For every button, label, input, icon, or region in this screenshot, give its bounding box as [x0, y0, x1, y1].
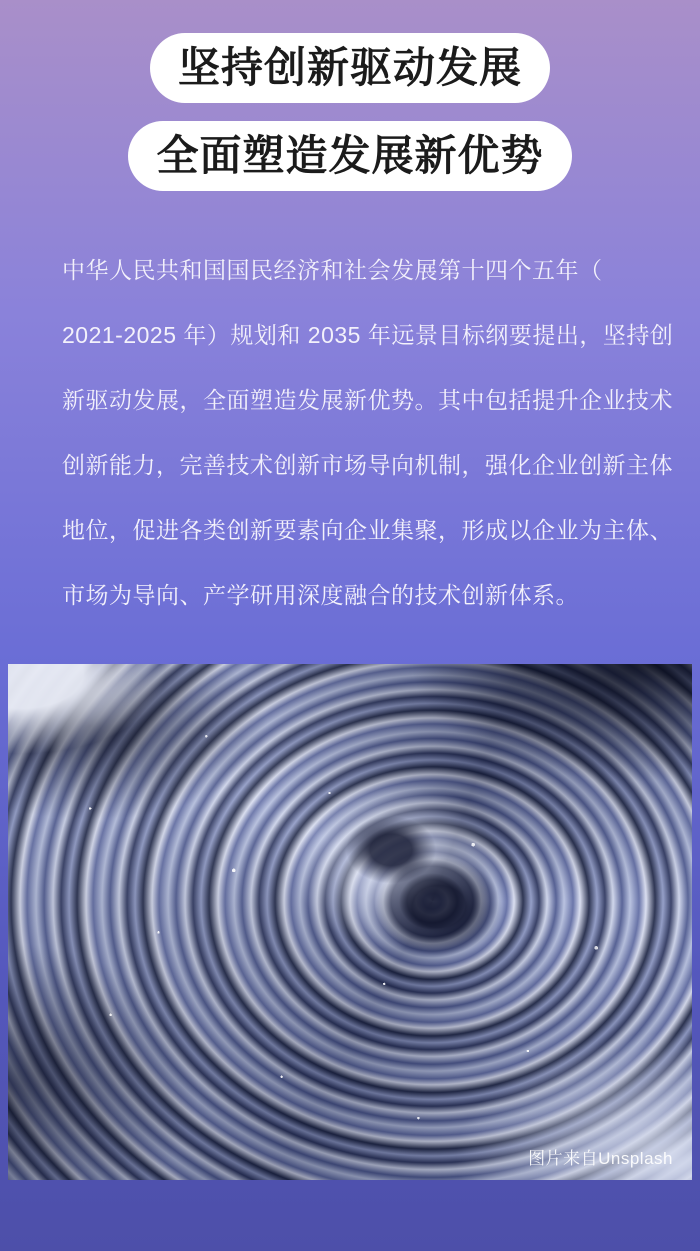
title-badge-2 — [128, 121, 571, 191]
body-paragraph — [62, 238, 674, 628]
body-line-3: 新驱动发展，全面塑造发展新优势。其中包括提升企业技术 — [62, 387, 673, 413]
title-badge-1 — [150, 33, 550, 103]
body-line-1: 中华人民共和国国民经济和社会发展第十四个五年（ — [62, 257, 603, 283]
title-line-1: 坚持创新驱动发展 — [177, 44, 522, 91]
body-line-4: 创新能力，完善技术创新市场导向机制，强化企业创新主体 — [62, 452, 673, 478]
paint-swirl-image — [8, 664, 692, 1180]
title-row-2 — [0, 121, 700, 191]
image-credit: 图片来自Unsplash — [528, 1149, 673, 1168]
title-row-1 — [0, 33, 700, 103]
body-line-5: 地位，促进各类创新要素向企业集聚，形成以企业为主体、 — [62, 517, 673, 543]
body-line-2: 2021-2025 年）规划和 2035 年远景目标纲要提出，坚持创 — [62, 322, 674, 348]
body-line-6: 市场为导向、产学研用深度融合的技术创新体系。 — [62, 582, 579, 608]
title-line-2: 全面塑造发展新优势 — [156, 132, 544, 179]
